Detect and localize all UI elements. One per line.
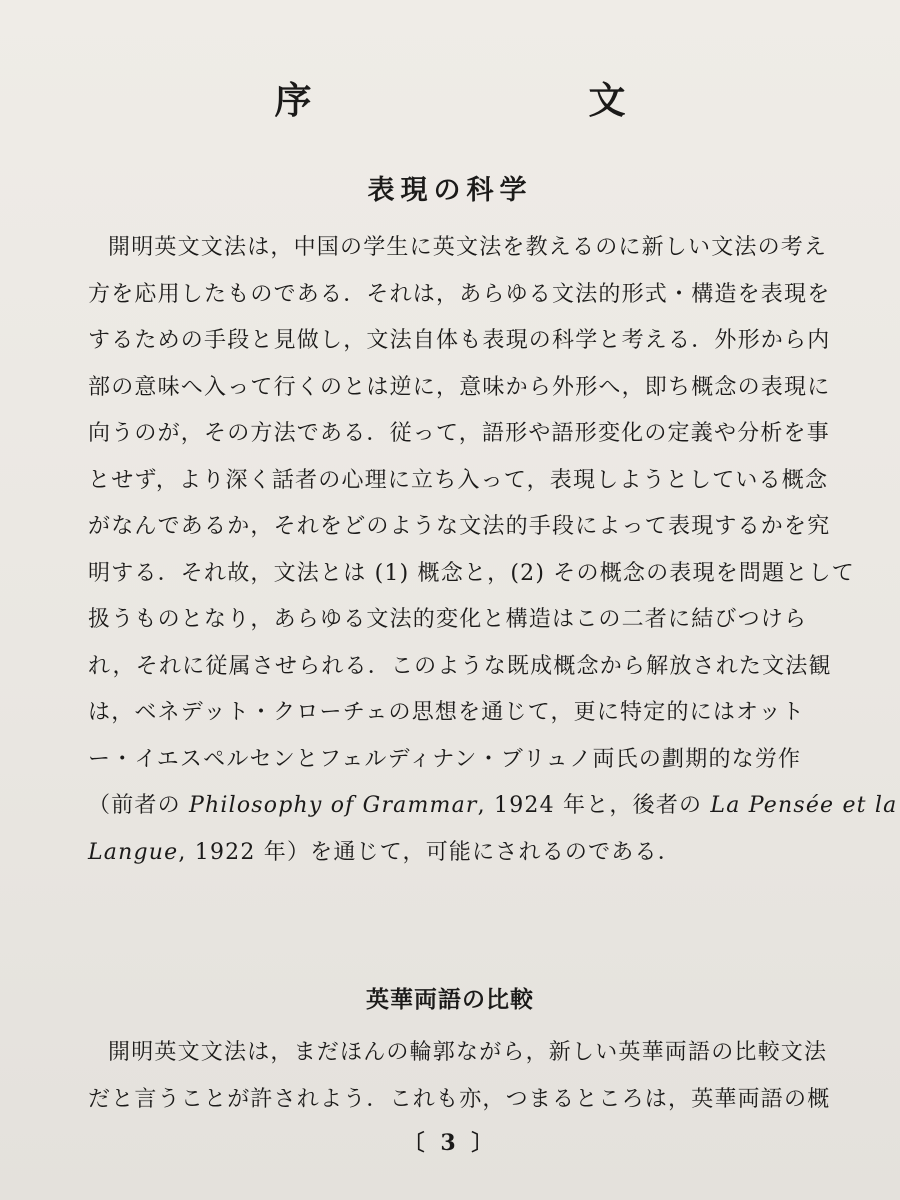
section-1-paragraph bbox=[88, 225, 898, 876]
text-line: だと言うことが許されよう．これも亦，つまるところは，英華両語の概 bbox=[88, 1086, 831, 1112]
section-heading-comparison: 英華両語の比較 bbox=[366, 987, 534, 1013]
text-line: 方を応用したものである．それは，あらゆる文法的形式・構造を表現を bbox=[88, 281, 831, 307]
text-line: 開明英文文法は，まだほんの輪郭ながら，新しい英華両語の比較文法 bbox=[108, 1040, 828, 1065]
book-title-philosophy-of-grammar: Philosophy of Grammar bbox=[189, 793, 478, 818]
text-line: れ，それに従属させられる．このような既成概念から解放された文法観 bbox=[88, 653, 832, 679]
text-line: は，ベネデット・クローチェの思想を通じて，更に特定的にはオット bbox=[88, 700, 806, 725]
text-span: （前者の bbox=[88, 793, 189, 818]
page-number: 〔 3 〕 bbox=[402, 1130, 498, 1156]
text-span: , 1922 年）を通じて，可能にされるのである． bbox=[178, 839, 681, 865]
bleed-through-text bbox=[95, 16, 670, 46]
section-heading-expression-science: 表現の科学 bbox=[367, 175, 533, 206]
book-title-la-pensee: La Pensée et la bbox=[710, 793, 898, 818]
text-line: ー・イエスペルセンとフェルディナン・ブリュノ両氏の劃期的な労作 bbox=[88, 746, 802, 772]
text-line: 部の意味へ入って行くのとは逆に，意味から外形へ，即ち概念の表現に bbox=[88, 374, 831, 400]
text-line: 向うのが，その方法である．従って，語形や語形変化の定義や分析を事 bbox=[88, 421, 830, 446]
text-span: , 1924 年と，後者の bbox=[477, 793, 711, 818]
page-title: 序 文 bbox=[274, 78, 746, 122]
text-line: がなんであるか，それをどのような文法的手段によって表現するかを究 bbox=[88, 514, 831, 539]
text-line: するための手段と見做し，文法自体も表現の科学と考える．外形から内 bbox=[88, 328, 831, 353]
text-line: 開明英文文法は，中国の学生に英文法を教えるのに新しい文法の考え bbox=[108, 235, 828, 260]
book-title-langue: Langue bbox=[88, 839, 179, 865]
text-line: 明する．それ故，文法とは (1) 概念と，(2) その概念の表現を問題として bbox=[88, 560, 855, 586]
text-line: とせず，より深く話者の心理に立ち入って，表現しようとしている概念 bbox=[88, 467, 829, 493]
text-line-with-titles bbox=[88, 783, 898, 830]
section-2-paragraph bbox=[88, 1030, 831, 1123]
text-line-with-titles bbox=[88, 830, 808, 877]
text-line: 扱うものとなり，あらゆる文法的変化と構造はこの二者に結びつけら bbox=[88, 607, 808, 632]
